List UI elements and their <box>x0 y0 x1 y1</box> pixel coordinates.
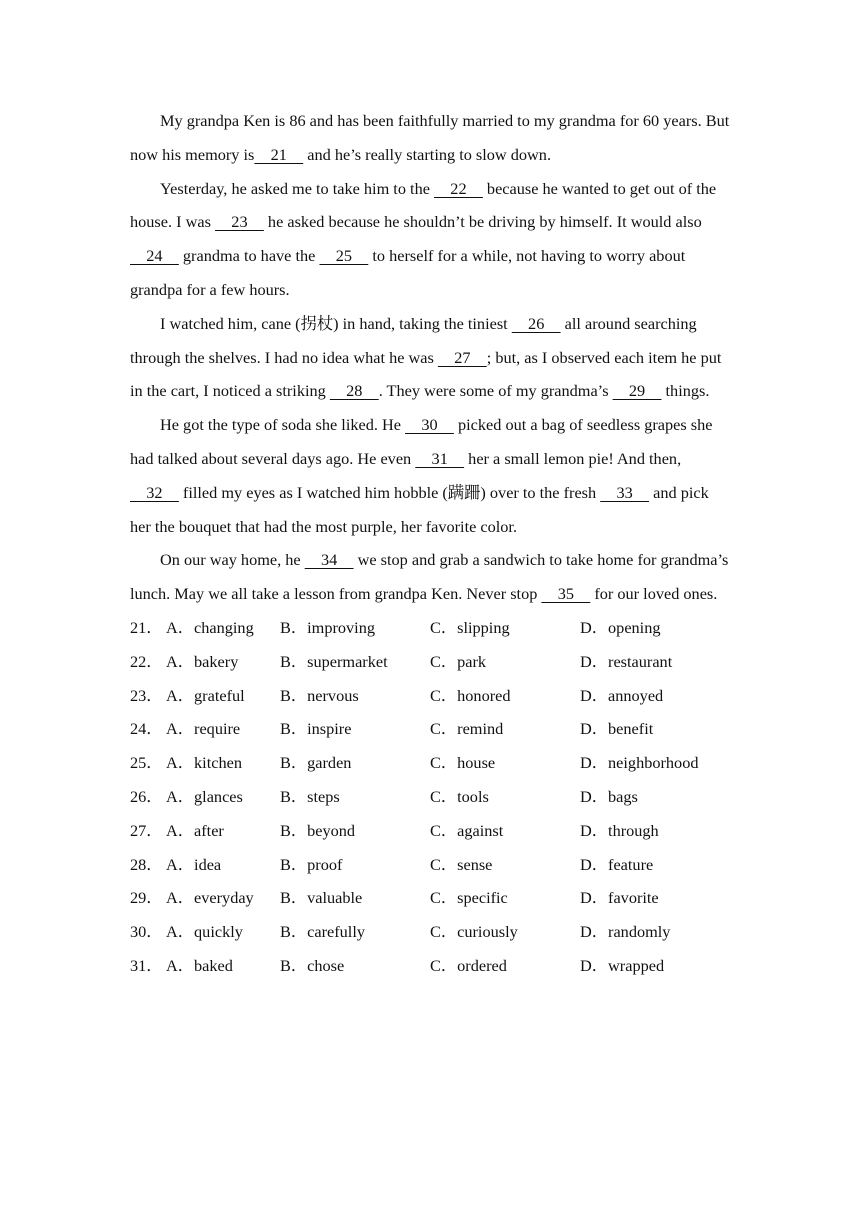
option-c[interactable]: C．curiously <box>430 922 518 942</box>
passage-text: I watched him, cane (拐杖) in hand, taking the tiniest <box>160 313 512 333</box>
option-b[interactable]: B．supermarket <box>280 651 388 671</box>
option-a[interactable]: A．grateful <box>166 685 245 705</box>
question-number: 24． <box>130 719 163 739</box>
document-page <box>130 104 730 983</box>
passage-text: grandma to have the <box>178 246 320 266</box>
option-a[interactable]: A．idea <box>166 854 222 874</box>
question-row <box>130 848 730 882</box>
option-c[interactable]: C．honored <box>430 685 511 705</box>
passage-text: filled my eyes as I watched him hobble (蹒跚) over to the fresh <box>178 482 601 502</box>
option-c[interactable]: C．against <box>430 820 504 840</box>
cloze-passage <box>130 104 730 611</box>
passage-text: and pick her the bouquet that had the most purple, her favorite color. <box>130 482 709 536</box>
question-row <box>130 611 730 645</box>
option-c[interactable]: C．ordered <box>430 955 507 975</box>
question-number: 26． <box>130 786 163 806</box>
question-number: 28． <box>130 854 163 874</box>
option-a[interactable]: A．after <box>166 820 224 840</box>
answer-blank[interactable]: 34 <box>304 550 354 570</box>
passage-text: and he’s really starting to slow down. <box>303 144 552 164</box>
option-d[interactable]: D．through <box>580 820 659 840</box>
option-a[interactable]: A．bakery <box>166 651 239 671</box>
option-b[interactable]: B．valuable <box>280 888 363 908</box>
passage-text: for our loved ones. <box>590 584 718 604</box>
answer-blank[interactable]: 26 <box>511 313 561 333</box>
passage-text: . They were some of my grandma’s <box>378 381 613 401</box>
option-c[interactable]: C．sense <box>430 854 493 874</box>
passage-text: picked out a bag of seedless grapes she had talked about several days ago. He even <box>130 415 713 468</box>
passage-text: all around searching through the shelves. I had no idea what he was <box>130 313 697 367</box>
passage-text: things. <box>661 381 710 401</box>
option-d[interactable]: D．wrapped <box>580 955 665 975</box>
option-c[interactable]: C．slipping <box>430 617 510 637</box>
question-number: 23． <box>130 685 163 705</box>
answer-blank[interactable]: 31 <box>415 448 465 468</box>
option-b[interactable]: B．beyond <box>280 820 356 840</box>
option-b[interactable]: B．steps <box>280 786 340 806</box>
question-row <box>130 949 730 983</box>
option-a[interactable]: A．glances <box>166 786 243 806</box>
passage-text: her a small lemon pie! And then, <box>464 448 682 468</box>
question-number: 29． <box>130 888 163 908</box>
answer-blank[interactable]: 33 <box>600 482 650 502</box>
answer-blank[interactable]: 29 <box>612 381 662 401</box>
question-row <box>130 915 730 949</box>
question-row <box>130 746 730 780</box>
passage-paragraph <box>130 543 730 611</box>
answer-blank[interactable]: 30 <box>405 415 454 435</box>
question-row <box>130 814 730 848</box>
passage-text: we stop and grab a sandwich to take home for grandma’s lunch. May we all take a lesson from grandpa Ken. Never stop <box>130 550 729 604</box>
answer-blank[interactable]: 32 <box>130 482 179 502</box>
option-d[interactable]: D．favorite <box>580 888 659 908</box>
passage-text: ; but, as I observed each item he put in the cart, I noticed a striking <box>130 347 722 401</box>
option-d[interactable]: D．opening <box>580 617 661 637</box>
answer-blank[interactable]: 21 <box>254 144 304 164</box>
passage-text: On our way home, he <box>160 550 305 570</box>
question-row <box>130 780 730 814</box>
question-number: 22． <box>130 651 163 671</box>
passage-paragraph <box>130 307 730 408</box>
option-a[interactable]: A．baked <box>166 955 233 975</box>
option-d[interactable]: D．annoyed <box>580 685 664 705</box>
passage-text: Yesterday, he asked me to take him to the <box>160 178 435 198</box>
question-number: 27． <box>130 820 163 840</box>
answer-blank[interactable]: 22 <box>434 178 483 198</box>
option-c[interactable]: C．specific <box>430 888 508 908</box>
option-d[interactable]: D．bags <box>580 786 638 806</box>
question-row <box>130 645 730 679</box>
passage-text: My grandpa Ken is 86 and has been faithfully married to my grandma for 60 years. But now his memory is <box>130 111 730 164</box>
passage-paragraph <box>130 104 730 172</box>
option-d[interactable]: D．neighborhood <box>580 753 699 773</box>
answer-blank[interactable]: 27 <box>437 347 487 367</box>
option-b[interactable]: B．garden <box>280 753 352 773</box>
answer-blank[interactable]: 25 <box>319 246 369 266</box>
option-c[interactable]: C．tools <box>430 786 489 806</box>
option-b[interactable]: B．proof <box>280 854 343 874</box>
option-d[interactable]: D．restaurant <box>580 651 673 671</box>
option-a[interactable]: A．kitchen <box>166 753 242 773</box>
question-row <box>130 881 730 915</box>
option-c[interactable]: C．park <box>430 651 487 671</box>
option-a[interactable]: A．quickly <box>166 922 243 942</box>
passage-paragraph <box>130 172 730 307</box>
passage-text: he asked because he shouldn’t be driving by himself. It would also <box>263 212 702 232</box>
answer-blank[interactable]: 23 <box>215 212 264 232</box>
option-b[interactable]: B．inspire <box>280 719 352 739</box>
option-b[interactable]: B．chose <box>280 955 345 975</box>
question-number: 21． <box>130 617 163 637</box>
answer-blank[interactable]: 28 <box>329 381 379 401</box>
passage-text: because he wanted to get out of the house. I was <box>130 178 717 232</box>
passage-text: to herself for a while, not having to worry about grandpa for a few hours. <box>130 246 686 299</box>
option-b[interactable]: B．nervous <box>280 685 359 705</box>
option-d[interactable]: D．benefit <box>580 719 654 739</box>
option-c[interactable]: C．remind <box>430 719 504 739</box>
option-a[interactable]: A．changing <box>166 617 254 637</box>
answer-options-list <box>130 611 730 983</box>
question-row <box>130 712 730 746</box>
option-d[interactable]: D．randomly <box>580 922 671 942</box>
answer-blank[interactable]: 24 <box>130 246 179 266</box>
passage-text: He got the type of soda she liked. He <box>160 415 406 435</box>
answer-blank[interactable]: 35 <box>541 584 591 604</box>
question-row <box>130 679 730 713</box>
option-b[interactable]: B．improving <box>280 617 375 637</box>
option-d[interactable]: D．feature <box>580 854 654 874</box>
question-number: 30． <box>130 922 163 942</box>
option-a[interactable]: A．everyday <box>166 888 254 908</box>
option-a[interactable]: A．require <box>166 719 241 739</box>
question-number: 31． <box>130 955 163 975</box>
passage-paragraph <box>130 408 730 543</box>
option-b[interactable]: B．carefully <box>280 922 365 942</box>
option-c[interactable]: C．house <box>430 753 496 773</box>
question-number: 25． <box>130 753 163 773</box>
